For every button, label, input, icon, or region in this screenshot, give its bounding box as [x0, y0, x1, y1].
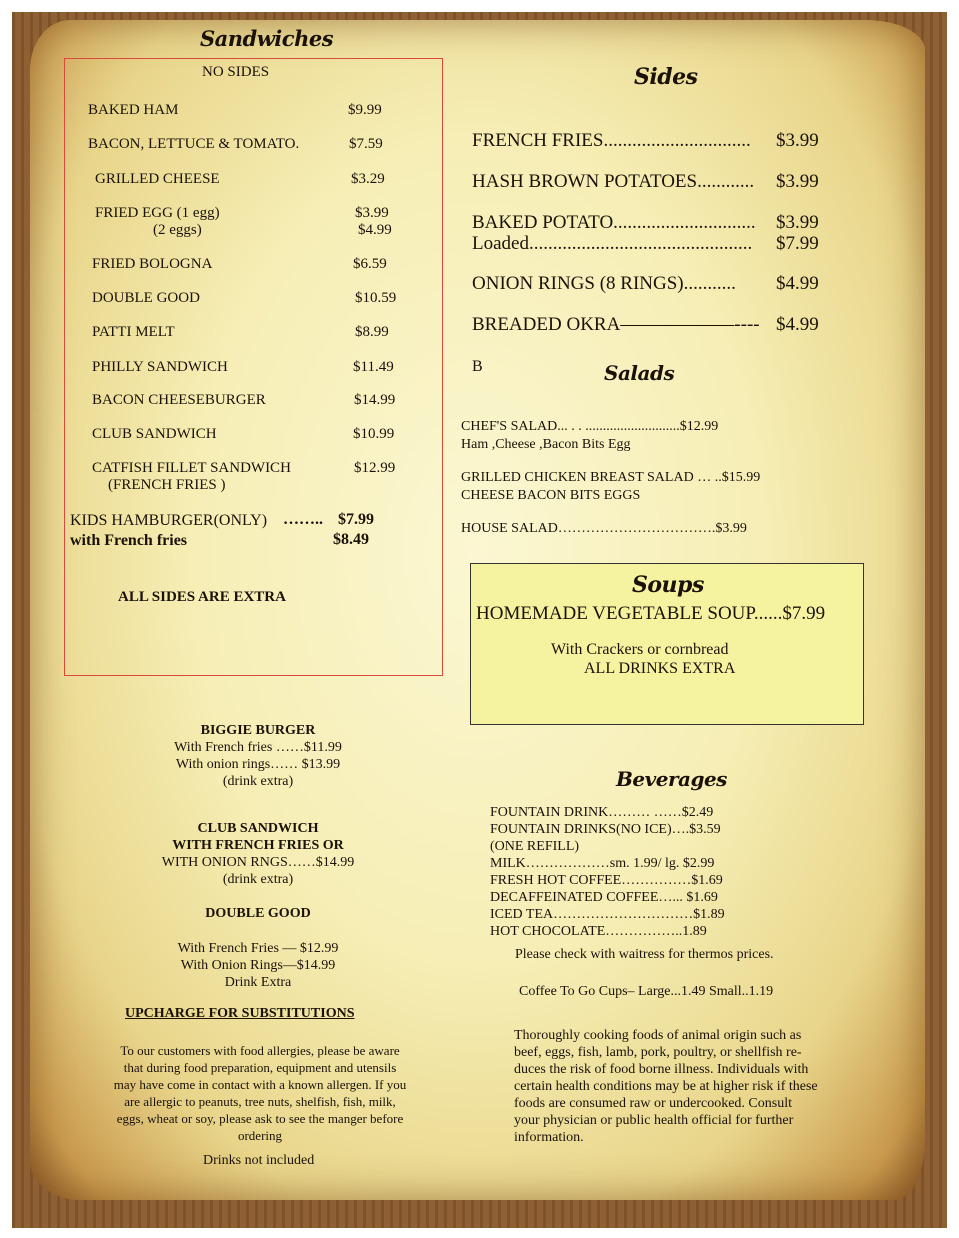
beverage-item: HOT CHOCOLATE……………..1.89 [490, 924, 707, 939]
beverage-item: DECAFFEINATED COFFEE…... $1.69 [490, 890, 718, 905]
sandwich-price: $8.99 [355, 324, 389, 340]
double-good-title: DOUBLE GOOD [205, 906, 311, 921]
club-line3: WITH ONION RNGS……$14.99 [161, 855, 355, 870]
sandwich-price: $10.99 [353, 426, 395, 442]
sandwich-name: BAKED HAM [88, 102, 179, 118]
side-label: BREADED OKRA——————---- [472, 314, 760, 335]
beverages-title: Beverages [616, 767, 727, 791]
sandwich-name: BACON CHEESEBURGER [92, 392, 266, 408]
sandwich-name: GRILLED CHEESE [95, 171, 220, 187]
allergy-line: are allergic to peanuts, tree nuts, shelfish, fish, milk, [124, 1094, 396, 1109]
side-price: $3.99 [776, 212, 819, 233]
club-drink: (drink extra) [222, 872, 294, 887]
side-price: $7.99 [776, 233, 819, 254]
beverage-item: FRESH HOT COFFEE……………$1.69 [490, 873, 723, 888]
sides-title: Sides [634, 64, 698, 90]
biggie-title: BIGGIE BURGER [200, 723, 316, 738]
sandwich-price: $6.59 [353, 256, 387, 272]
warning-line: duces the risk of food borne illness. Individuals with [514, 1062, 809, 1077]
sandwich-name: (2 eggs) [153, 222, 202, 238]
warning-line: certain health conditions may be at higher risk if these [514, 1079, 818, 1094]
food-safety-warning [514, 1027, 896, 1146]
sandwich-name: PATTI MELT [92, 324, 175, 340]
side-label: HASH BROWN POTATOES............ [472, 171, 755, 192]
club-line2: WITH FRENCH FRIES OR [172, 838, 344, 853]
sandwich-price: $4.99 [358, 222, 392, 238]
side-price: $3.99 [776, 171, 819, 192]
sandwich-price: $3.99 [355, 205, 389, 221]
soups-title: Soups [632, 572, 704, 598]
grilled-chicken-desc: CHEESE BACON BITS EGGS [461, 488, 641, 503]
sandwich-price: $12.99 [354, 460, 396, 476]
beverage-item: FOUNTAIN DRINK……… ……$2.49 [490, 805, 714, 820]
coffee-to-go: Coffee To Go Cups– Large...1.49 Small..1.19 [519, 984, 774, 999]
side-label: BAKED POTATO.............................. [472, 212, 756, 233]
double-good-fries: With French Fries — $12.99 [177, 941, 339, 956]
allergy-line: ordering [237, 1128, 283, 1143]
kids-dots: …….. [283, 511, 323, 528]
upcharge-note: UPCHARGE FOR SUBSTITUTIONS [125, 1006, 355, 1021]
kids-price: $7.99 [338, 511, 374, 528]
sandwich-name: FRIED BOLOGNA [92, 256, 213, 272]
kids-fries-price: $8.49 [333, 531, 369, 548]
salads-title: Salads [604, 361, 675, 385]
club-line1: CLUB SANDWICH [197, 821, 319, 836]
kids-hamburger: KIDS HAMBURGER(ONLY) [70, 512, 268, 529]
kids-fries: with French fries [70, 532, 188, 549]
warning-line: information. [514, 1130, 584, 1145]
sandwich-price: $10.59 [355, 290, 397, 306]
club-block [100, 820, 416, 888]
soup-drinks: ALL DRINKS EXTRA [584, 660, 736, 677]
sandwich-name: DOUBLE GOOD [92, 290, 200, 306]
double-good-rings: With Onion Rings—$14.99 [180, 958, 336, 973]
sandwich-name: CATFISH FILLET SANDWICH [92, 460, 291, 476]
warning-line: your physician or public health official for further [514, 1113, 794, 1128]
allergy-line: may have come in contact with a known allergen. If you [113, 1077, 407, 1092]
biggie-burger-block [100, 722, 416, 790]
allergy-line: eggs, wheat or soy, please ask to see the manger before [116, 1111, 404, 1126]
warning-line: beef, eggs, fish, lamb, pork, poultry, or shellfish re- [514, 1045, 802, 1060]
sandwich-name: CLUB SANDWICH [92, 426, 217, 442]
sandwich-price: $11.49 [353, 359, 394, 375]
side-price: $4.99 [776, 273, 819, 294]
chef-salad: CHEF'S SALAD... . . ...........................$12.99 [461, 419, 719, 434]
biggie-rings: With onion rings…… $13.99 [175, 757, 341, 772]
double-good-block [100, 940, 416, 991]
beverage-item: ICED TEA…………………………$1.89 [490, 907, 725, 922]
allergy-line: that during food preparation, equipment and utensils [123, 1060, 397, 1075]
chef-salad-desc: Ham ,Cheese ,Bacon Bits Egg [461, 437, 631, 452]
warning-line: foods are consumed raw or undercooked. Consult [514, 1096, 792, 1111]
side-label: ONION RINGS (8 RINGS)........... [472, 273, 736, 294]
all-sides-extra: ALL SIDES ARE EXTRA [118, 589, 286, 605]
thermos-note: Please check with waitress for thermos prices. [515, 947, 774, 962]
warning-line: Thoroughly cooking foods of animal origin such as [514, 1028, 802, 1043]
stray-letter: B [472, 358, 483, 375]
biggie-fries: With French fries ……$11.99 [174, 740, 342, 755]
sandwich-name: FRIED EGG (1 egg) [95, 205, 220, 221]
catfish-note: (FRENCH FRIES ) [108, 477, 226, 493]
allergy-line: To our customers with food allergies, please be aware [120, 1043, 400, 1058]
biggie-drink: (drink extra) [222, 774, 294, 789]
beverages-list [490, 804, 725, 940]
sandwich-price: $9.99 [348, 102, 382, 118]
soup-crackers: With Crackers or cornbread [551, 641, 729, 658]
sandwich-price: $3.29 [351, 171, 385, 187]
allergy-note [70, 1042, 450, 1144]
sandwich-price: $14.99 [354, 392, 396, 408]
sandwich-name: PHILLY SANDWICH [92, 359, 228, 375]
soup-line: HOMEMADE VEGETABLE SOUP......$7.99 [476, 603, 826, 624]
side-price: $4.99 [776, 314, 819, 335]
beverage-item: MILK………………sm. 1.99/ lg. $2.99 [490, 856, 715, 871]
beverage-item: (ONE REFILL) [490, 839, 580, 854]
sandwich-name: BACON, LETTUCE & TOMATO. [88, 136, 300, 152]
beverage-item: FOUNTAIN DRINKS(NO ICE)….$3.59 [490, 822, 721, 837]
drinks-not-included: Drinks not included [203, 1153, 315, 1168]
sandwich-price: $7.59 [349, 136, 383, 152]
side-label: FRENCH FRIES............................... [472, 130, 751, 151]
side-label: Loaded............................................... [472, 233, 753, 254]
house-salad: HOUSE SALAD…………………………….$3.99 [461, 521, 747, 536]
double-good-drink: Drink Extra [224, 975, 292, 990]
no-sides-label: NO SIDES [202, 64, 270, 80]
grilled-chicken-salad: GRILLED CHICKEN BREAST SALAD … ..$15.99 [461, 470, 761, 485]
sandwiches-title: Sandwiches [200, 26, 334, 51]
side-price: $3.99 [776, 130, 819, 151]
